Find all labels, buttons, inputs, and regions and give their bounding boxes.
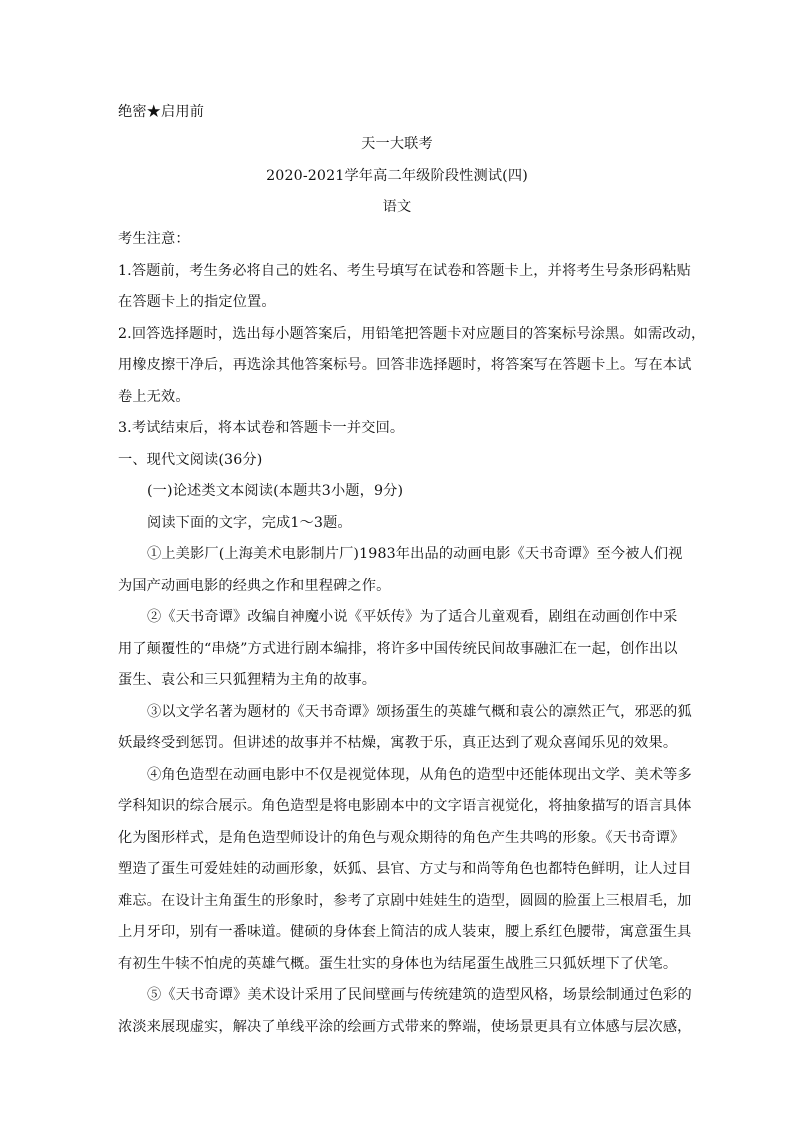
paragraph-line: 为国产动画电影的经典之作和里程碑之作。 (118, 578, 391, 594)
notice-line: 在答题卡上的指定位置。 (118, 294, 276, 310)
notice-line: 3.考试结束后，将本试卷和答题卡一并交回。 (118, 420, 405, 436)
paragraph-line: 难忘。在设计主角蛋生的形象时，参考了京剧中娃娃生的造型，圆圆的脸蛋上三根眉毛，加 (118, 893, 692, 909)
notice-line: 用橡皮擦干净后，再选涂其他答案标号。回答非选择题时，将答案写在答题卡上。写在本试 (118, 357, 692, 373)
notice-line: 1.答题前，考生务必将自己的姓名、考生号填写在试卷和答题卡上，并将考生号条形码粘贴 (118, 263, 692, 279)
notice-heading: 考生注意： (118, 231, 190, 247)
exam-org: 天一大联考 (361, 136, 433, 152)
paragraph-line: 用了颠覆性的“串烧”方式进行剧本编排，将许多中国传统民间故事融汇在一起，创作出以 (118, 641, 678, 657)
paragraph-line: 化为图形样式，是角色造型师设计的角色与观众期待的角色产生共鸣的形象。《天书奇谭》 (118, 830, 685, 846)
secret-label: 绝密★启用前 (118, 104, 205, 120)
paragraph-line: 塑造了蛋生可爱娃娃的动画形象，妖狐、县官、方丈与和尚等角色也都特色鲜明，让人过目 (118, 861, 692, 877)
paragraph-line: 学科知识的综合展示。角色造型是将电影剧本中的文字语言视觉化，将抽象描写的语言具体 (118, 798, 692, 814)
paragraph-line: ④角色造型在动画电影中不仅是视觉体现，从角色的造型中还能体现出文学、美术等多 (147, 767, 692, 783)
exam-title: 2020-2021学年高二年级阶段性测试(四) (266, 168, 528, 184)
subject-title: 语文 (382, 199, 412, 215)
paragraph-line: ⑤《天书奇谭》美术设计采用了民间壁画与传统建筑的造型风格，场景绘制通过色彩的 (147, 987, 692, 1003)
paragraph-line: ①上美影厂(上海美术电影制片厂)1983年出品的动画电影《天书奇谭》至今被人们视 (147, 546, 683, 562)
paragraph-line: ②《天书奇谭》改编自神魔小说《平妖传》为了适合儿童观看，剧组在动画创作中采 (147, 609, 678, 625)
notice-line: 2.回答选择题时，选出每小题答案后，用铅笔把答题卡对应题目的答案标号涂黑。如需改动， (118, 326, 706, 342)
paragraph-line: 上月牙印，别有一番味道。健硕的身体套上简洁的成人装束，腰上系红色腰带，寓意蛋生具 (118, 924, 692, 940)
paragraph-line: 浓淡来展现虚实，解决了单线平涂的绘画方式带来的弊端，使场景更具有立体感与层次感， (118, 1019, 692, 1035)
paragraph-line: ③以文学名著为题材的《天书奇谭》颂扬蛋生的英雄气概和袁公的凛然正气，邪恶的狐 (147, 704, 692, 720)
paragraph-line: 有初生牛犊不怕虎的英雄气概。蛋生壮实的身体也为结尾蛋生战胜三只狐妖埋下了伏笔。 (118, 956, 678, 972)
paragraph-line: 妖最终受到惩罚。但讲述的故事并不枯燥，寓教于乐，真正达到了观众喜闻乐见的效果。 (118, 735, 678, 751)
reading-instruction: 阅读下面的文字，完成1～3题。 (147, 515, 352, 531)
notice-line: 卷上无效。 (118, 389, 190, 405)
section-title: 一、现代文阅读(36分) (118, 452, 263, 468)
paragraph-line: 蛋生、袁公和三只狐狸精为主角的故事。 (118, 672, 377, 688)
subsection-title: (一)论述类文本阅读(本题共3小题，9分) (147, 483, 404, 499)
